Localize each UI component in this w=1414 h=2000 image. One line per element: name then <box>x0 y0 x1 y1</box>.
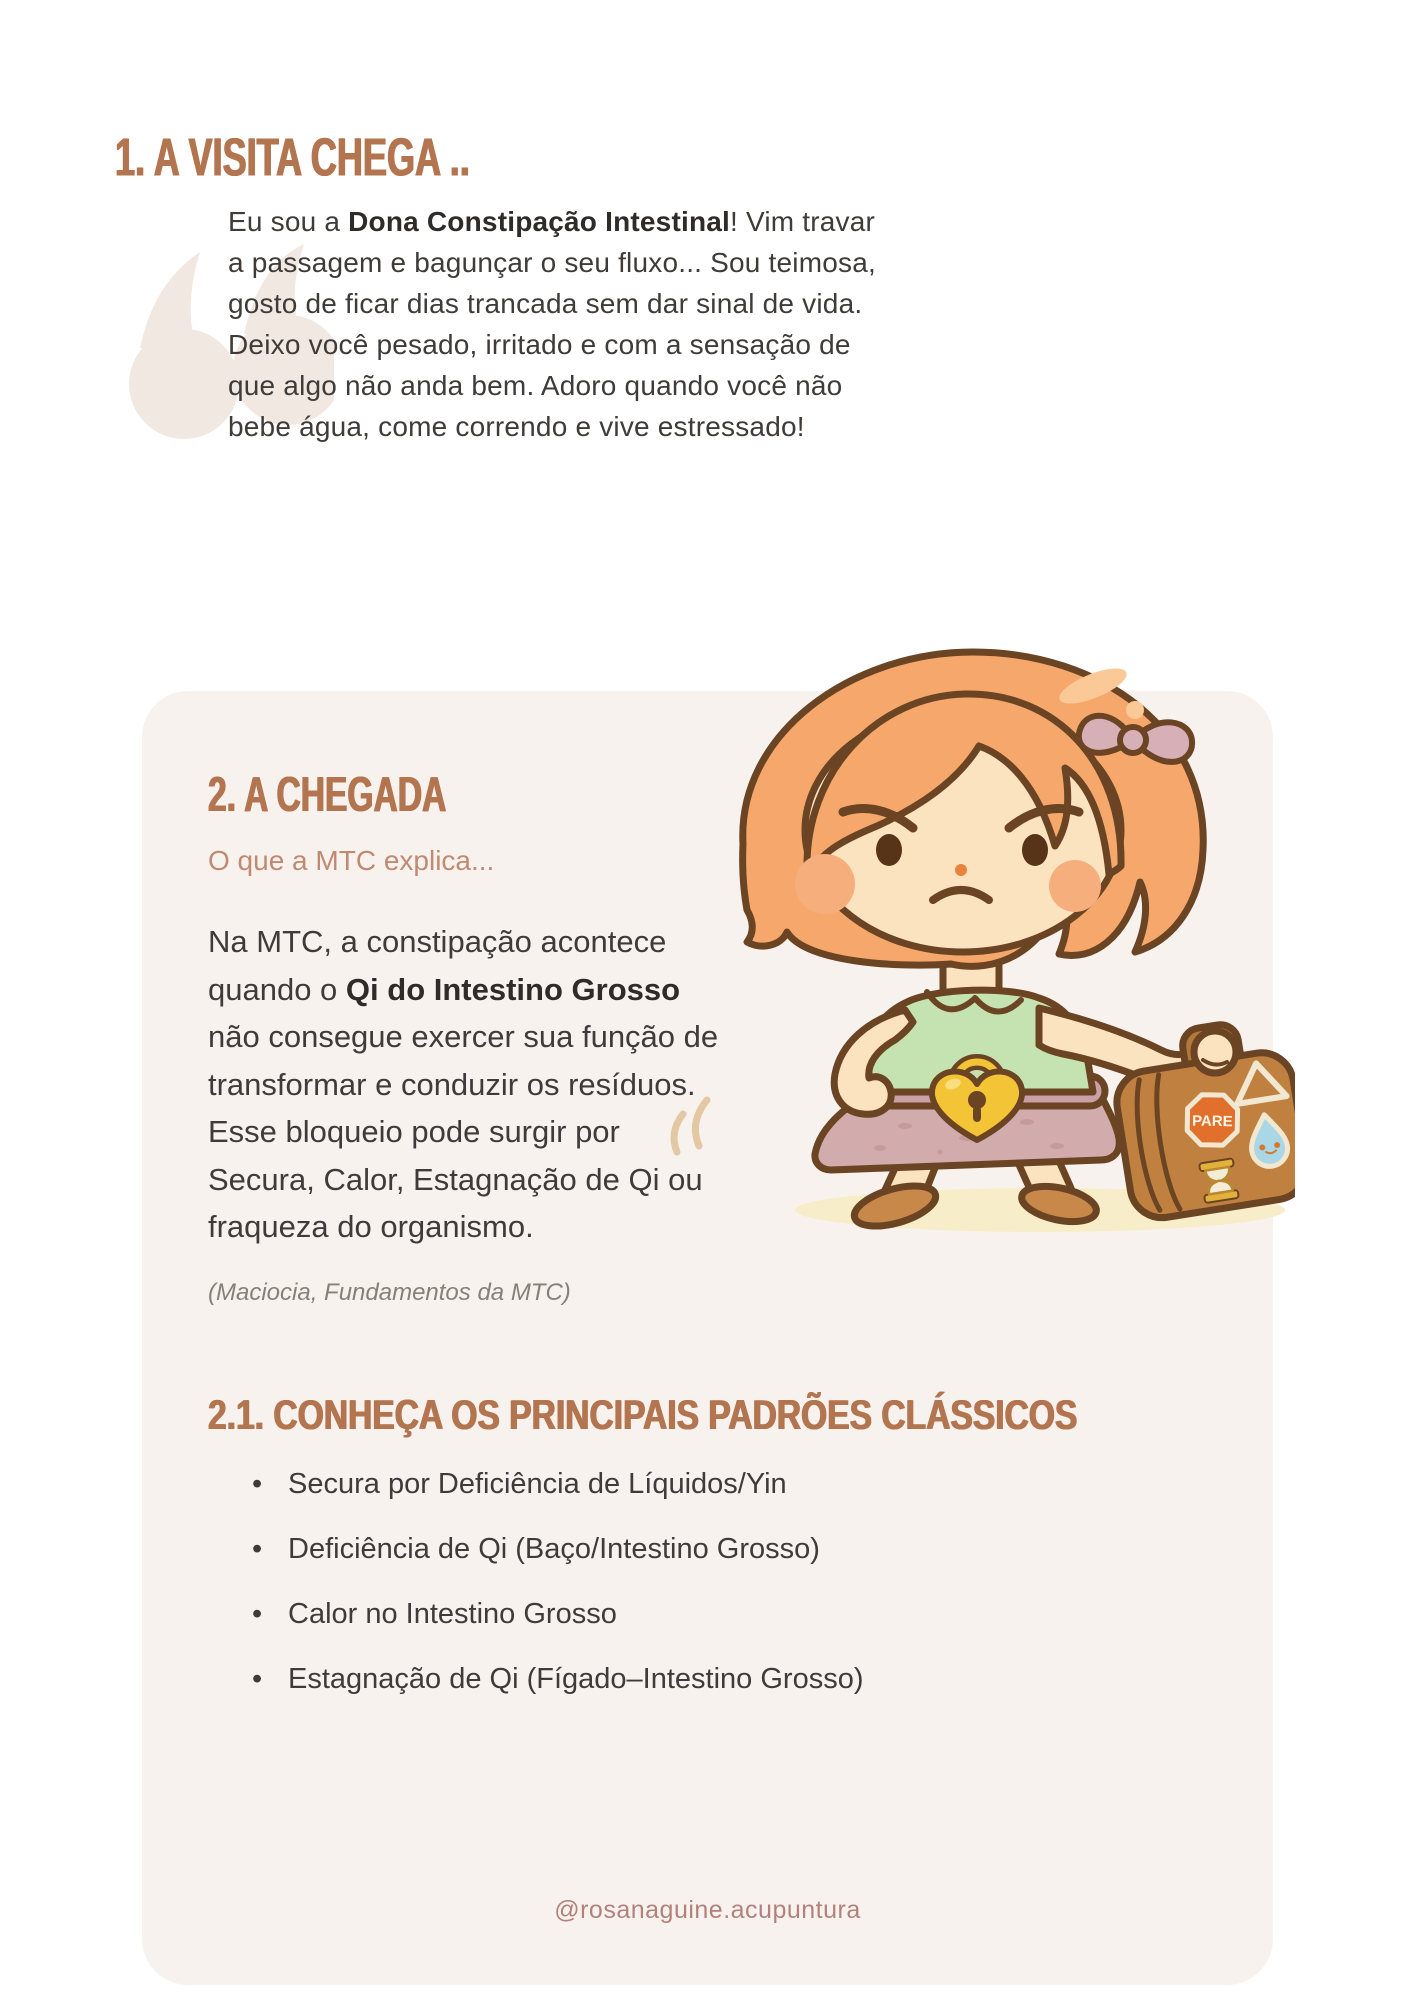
para-line: Na MTC, a constipação acontece <box>208 924 667 959</box>
quote-text-part: Eu sou a <box>228 206 349 237</box>
list-item <box>252 1659 1192 1700</box>
section2-title: 2. A CHEGADA <box>208 766 447 822</box>
pattern-label: Estagnação de Qi (Fígado–Intestino Grosso) <box>288 1663 864 1695</box>
quote-line: Deixo você pesado, irritado e com a sensação de <box>228 329 851 360</box>
stop-sign-sticker-icon <box>1187 1095 1238 1146</box>
pattern-label: Secura por Deficiência de Líquidos/Yin <box>288 1468 787 1500</box>
section21-title: 2.1. CONHEÇA OS PRINCIPAIS PADRÕES CLÁSSICOS <box>208 1392 1078 1439</box>
intro-quote <box>228 201 876 447</box>
section2-paragraph <box>208 918 718 1251</box>
stop-sign-label: PARE <box>1191 1112 1233 1131</box>
list-item <box>252 1464 1192 1505</box>
bullet-dot <box>252 1659 288 1700</box>
quote-line: gosto de ficar dias trancada sem dar sinal de vida. <box>228 288 863 319</box>
para-text-part: quando o <box>208 971 346 1007</box>
quote-text-part: ! Vim travar <box>730 206 876 237</box>
section1-title: 1. A VISITA CHEGA .. <box>115 128 470 188</box>
para-line: fraqueza do organismo. <box>208 1209 534 1244</box>
bullet-dot <box>252 1594 288 1635</box>
motion-lines-icon <box>695 1100 707 1146</box>
quote-bold-part: Dona Constipação Intestinal <box>348 206 731 237</box>
para-line: não consegue exercer sua função de <box>208 1019 719 1054</box>
para-line: transformar e conduzir os resíduos. <box>208 1066 696 1102</box>
pattern-label: Deficiência de Qi (Baço/Intestino Grosso) <box>288 1533 820 1565</box>
instagram-handle: @rosanaguine.acupuntura <box>554 1896 861 1924</box>
section2-subtitle: O que a MTC explica... <box>208 845 495 876</box>
patterns-list <box>252 1464 1192 1724</box>
quote-line: que algo não anda bem. Adoro quando você não <box>228 370 843 401</box>
list-item <box>252 1529 1192 1570</box>
para-bold-part: Qi do Intestino Grosso <box>345 971 681 1007</box>
quote-line: bebe água, come correndo e vive estressado! <box>228 411 805 442</box>
pattern-label: Calor no Intestino Grosso <box>288 1598 617 1630</box>
bullet-dot <box>252 1529 288 1570</box>
quote-line <box>228 201 876 242</box>
eye <box>876 834 902 866</box>
list-item <box>252 1594 1192 1635</box>
para-line: Secura, Calor, Estagnação de Qi ou <box>208 1161 703 1197</box>
citation: (Maciocia, Fundamentos da MTC) <box>208 1279 571 1306</box>
angry-girl-illustration <box>655 632 1295 1232</box>
eye <box>1022 834 1048 866</box>
para-line <box>208 966 718 1014</box>
quote-line: a passagem e bagunçar o seu fluxo... Sou teimosa, <box>228 247 876 278</box>
para-line: Esse bloqueio pode surgir por <box>208 1114 620 1149</box>
bullet-dot <box>252 1464 288 1505</box>
